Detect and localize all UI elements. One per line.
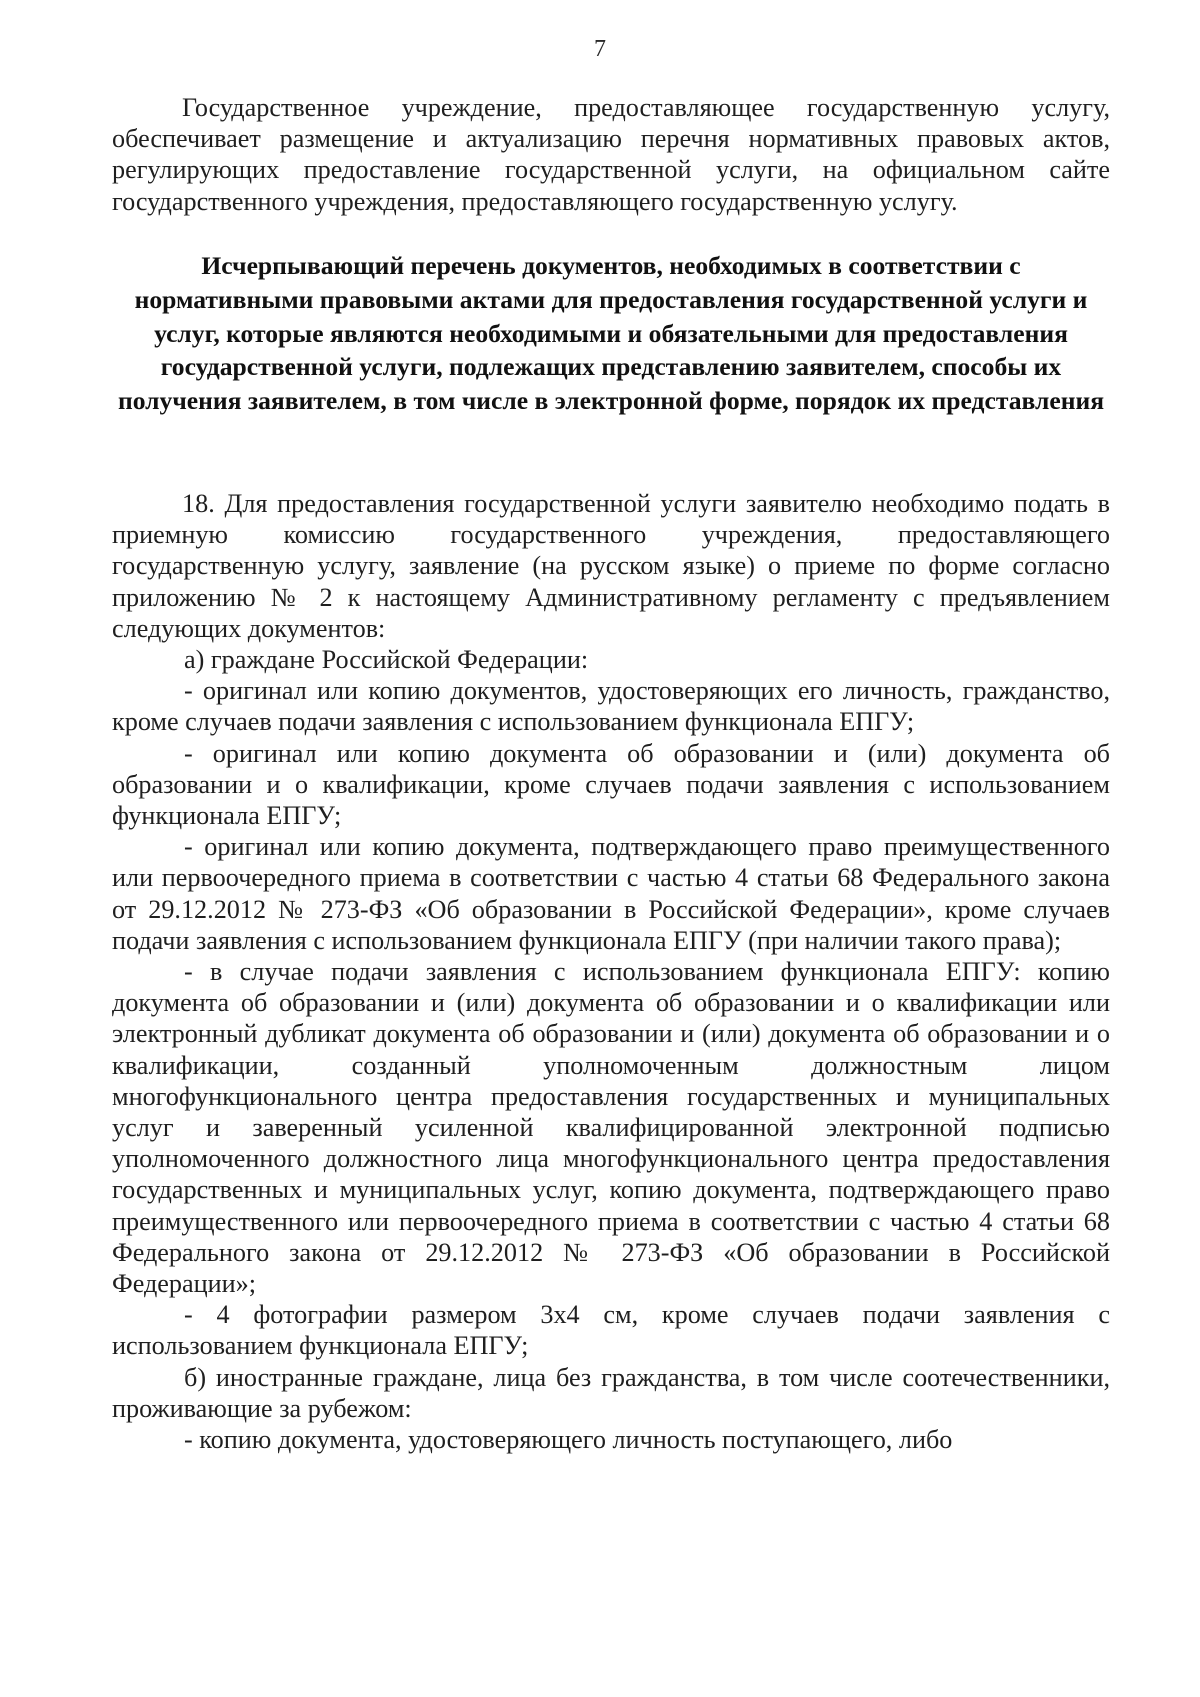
- paragraph-18: 18. Для предоставления государственной услуги заявителю необходимо подать в приемную комиссию государственного учреждения, предоставляющего государственную услугу, заявление (на русском языке) о приеме по форме согласно приложению № 2 к настоящему Административному регламенту с предъявлением следующих документов:: [112, 489, 1110, 643]
- section-body: [112, 488, 1110, 1455]
- list-item-foreign-identity-doc: - копию документа, удостоверяющего личность поступающего, либо: [184, 1425, 953, 1455]
- list-item-epgu-submission: - в случае подачи заявления с использованием функционала ЕПГУ: копию документа об образовании и (или) документа об образовании и о квалификации или электронный дубликат документа об образовании и (или) документа об образовании и о квалификации, созданный уполномоченным должностным лицом многофункционального центра предоставления государственных и муниципальных услуг и заверенный усиленной квалифицированной электронной подписью уполномоченного должностного лица многофункционального центра предоставления государственных и муниципальных услуг, копию документа, подтверждающего право преимущественного или первоочередного приема в соответствии с частью 4 статьи 68 Федерального закона от 29.12.2012 № 273-ФЗ «Об образовании в Российской Федерации»;: [112, 957, 1110, 1299]
- paragraph-item-b: б) иностранные граждане, лица без гражданства, в том числе соотечественники, проживающие за рубежом:: [112, 1362, 1110, 1423]
- page-number: 7: [594, 36, 606, 62]
- list-item-priority-right-docs: - оригинал или копию документа, подтверждающего право преимущественного или первоочередного приема в соответствии с частью 4 статьи 68 Федерального закона от 29.12.2012 № 273-ФЗ «Об образовании в Российской Федерации», кроме случаев подачи заявления с использованием функционала ЕПГУ (при наличии такого права);: [112, 832, 1110, 955]
- section-heading: Исчерпывающий перечень документов, необходимых в соответствии с нормативными правовыми актами для предоставления государственной услуги и услуг, которые являются необходимыми и обязательными для предоставления государственной услуги, подлежащих представлению заявителем, способы их получения заявителем, в том числе в электронной форме, порядок их представления: [117, 251, 1105, 416]
- list-item-photos: - 4 фотографии размером 3х4 см, кроме случаев подачи заявления с использованием функционала ЕПГУ;: [112, 1300, 1110, 1361]
- list-item-identity-docs: - оригинал или копию документов, удостоверяющих его личность, гражданство, кроме случаев подачи заявления с использованием функционала ЕПГУ;: [112, 676, 1110, 737]
- intro-paragraph-block: [112, 92, 1110, 217]
- intro-paragraph: Государственное учреждение, предоставляющее государственную услугу, обеспечивает размещение и актуализацию перечня нормативных правовых актов, регулирующих предоставление государственной услуги, на официальном сайте государственного учреждения, предоставляющего государственную услугу.: [112, 93, 1110, 216]
- list-item-education-docs: - оригинал или копию документа об образовании и (или) документа об образовании и о квалификации, кроме случаев подачи заявления с использованием функционала ЕПГУ;: [112, 738, 1110, 831]
- paragraph-item-a: а) граждане Российской Федерации:: [184, 645, 589, 675]
